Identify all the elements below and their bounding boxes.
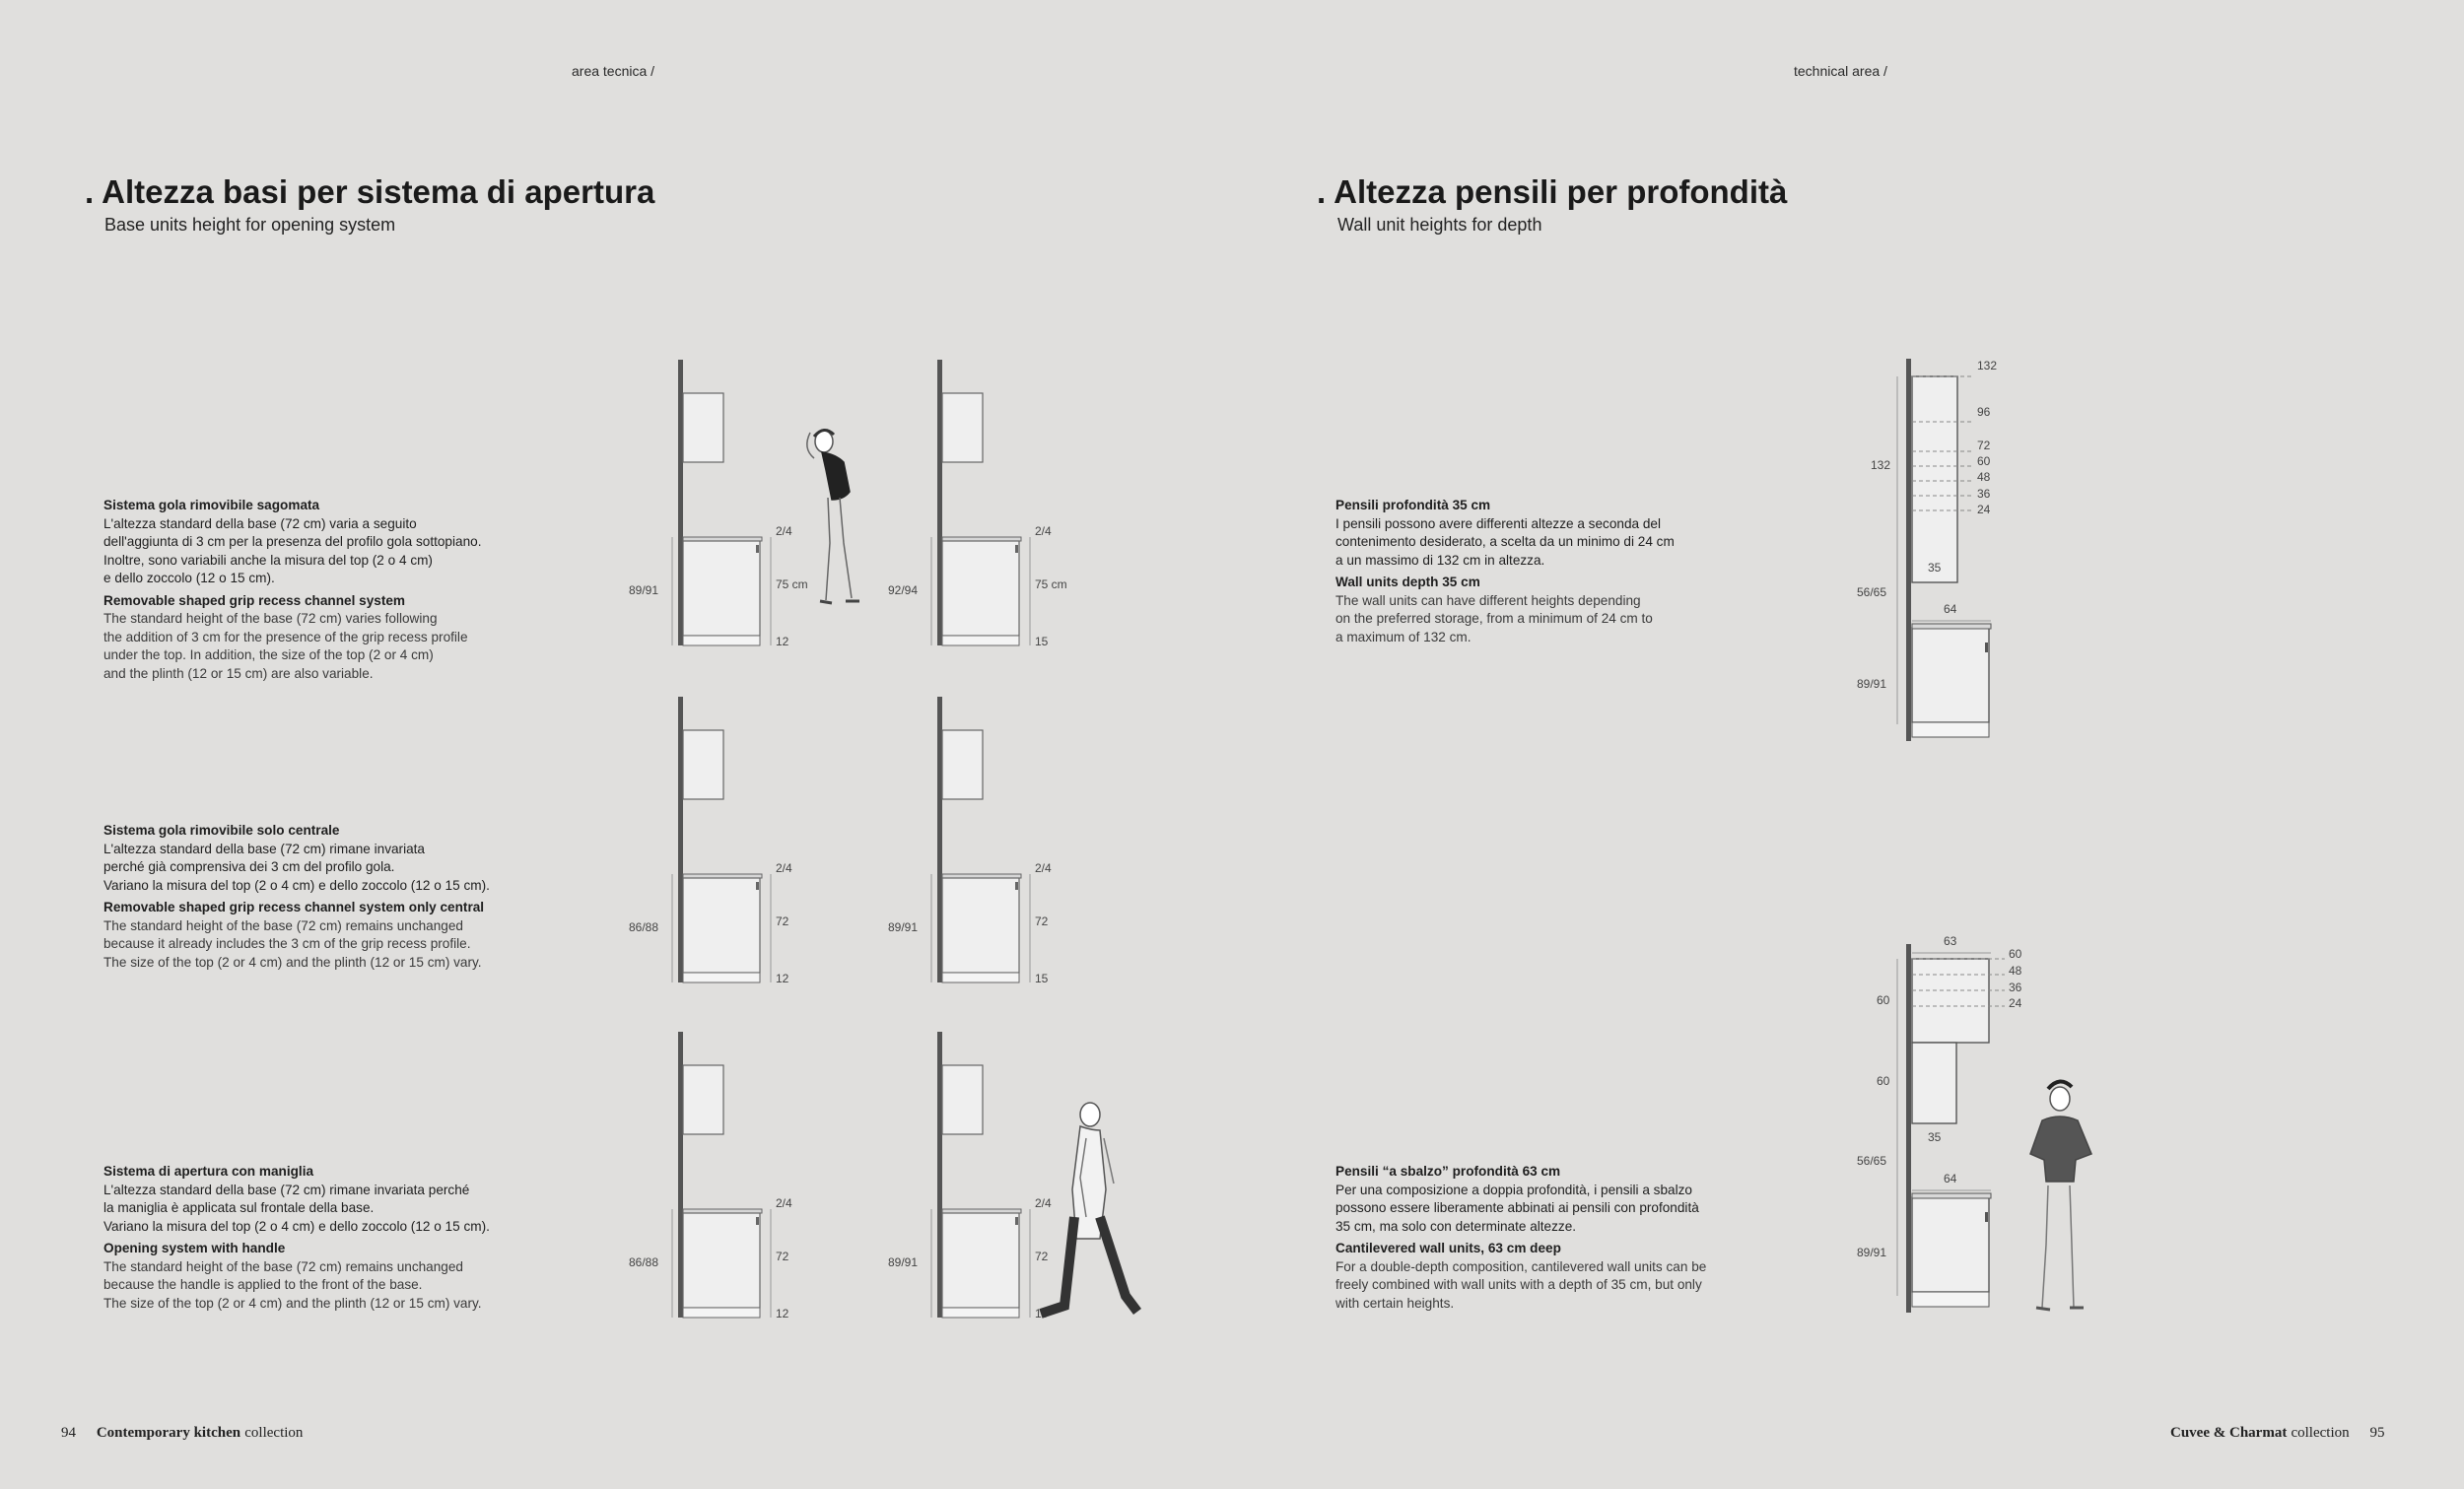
wall-cabinet (683, 1065, 723, 1134)
block-title-en: Opening system with handle (103, 1241, 286, 1255)
block-text-it: L'altezza standard della base (72 cm) rimane invariata perché già comprensiva dei 3 cm del profilo gola. Variano la misura del top (2 o 4 cm) e dello zoccolo (12 o 15 cm). (103, 841, 490, 893)
label-side-upper: 60 (1877, 993, 1890, 1007)
label-plinth: 12 (776, 972, 789, 985)
label-depth-wall: 35 (1928, 561, 1942, 575)
block-title-it: Sistema gola rimovibile solo centrale (103, 823, 340, 838)
block-text-en: The standard height of the base (72 cm) varies following the addition of 3 cm for the presence of the grip recess profile under the top. In addition, the size of the top (2 or 4 cm) and the plinth (12 or 15 cm) are also variable. (103, 611, 468, 681)
grip-profile (756, 545, 759, 553)
block-text-en: The standard height of the base (72 cm) remains unchanged because it already includes the 3 cm of the grip recess profile. The size of the top (2 or 4 cm) and the plinth (12 or 15 cm) vary. (103, 917, 482, 970)
label-base-height: 72 (776, 914, 789, 928)
plinth (942, 636, 1019, 645)
base-cabinet (683, 1213, 760, 1308)
block-text-en: The wall units can have different heights depending on the preferred storage, from a minimum of 24 cm to a maximum of 132 cm. (1335, 592, 1653, 644)
label-base-height: 72 (1035, 914, 1049, 928)
text-block-pensili-sbalzo (1335, 1163, 1799, 1313)
label-total: 92/94 (888, 583, 919, 597)
block-title-en: Wall units depth 35 cm (1335, 575, 1480, 589)
label-base-height: 75 cm (1035, 577, 1067, 591)
base-cabinet (683, 541, 760, 636)
label-plinth: 12 (776, 635, 789, 648)
label-base-height: 75 cm (776, 577, 808, 591)
base-cabinet (942, 541, 1019, 636)
page-number: 95 (2369, 1425, 2385, 1441)
plinth (942, 973, 1019, 982)
label-base-total: 89/91 (1857, 1246, 1887, 1259)
block-title-en: Removable shaped grip recess channel system (103, 592, 405, 608)
wall-line (678, 697, 683, 982)
label-total: 89/91 (888, 920, 919, 934)
label-total: 86/88 (629, 1255, 659, 1269)
text-block-maniglia (103, 1163, 567, 1313)
text-block-gola-centrale (103, 822, 567, 972)
text-block-pensili-35 (1335, 497, 1799, 646)
base-units-diagrams (611, 350, 1202, 1335)
plinth (683, 973, 760, 982)
label-side-lower: 60 (1877, 1074, 1890, 1088)
wall-cabinet (683, 393, 723, 462)
label-h-24: 24 (1977, 503, 1991, 516)
label-top: 2/4 (1035, 861, 1052, 875)
label-side-total: 132 (1871, 458, 1891, 472)
block-text-it: I pensili possono avere differenti altezze a seconda del contenimento desiderato, a scelta da un minimo di 24 cm a un massimo di 132 cm in altezza. (1335, 515, 1675, 568)
page-title-left: . Altezza basi per sistema di apertura (85, 173, 655, 210)
block-text-it: Per una composizione a doppia profondità, i pensili a sbalzo possono essere liberamente abbinati ai pensili con profondità 35 cm, ma solo con determinate altezze. (1335, 1182, 1699, 1234)
block-title-it: Pensili profondità 35 cm (1335, 498, 1491, 512)
page-subtitle-left: Base units height for opening system (104, 215, 396, 235)
wall-line (678, 1032, 683, 1318)
standing-man-figure (2030, 1081, 2091, 1310)
wall-unit-diagram-35 (1857, 359, 1997, 741)
label-plinth: 15 (1035, 635, 1049, 648)
walking-man-figure (1041, 1103, 1137, 1314)
label-top: 2/4 (776, 861, 792, 875)
cabinet-diagram-5 (629, 1032, 792, 1320)
label-h-24: 24 (2009, 996, 2022, 1010)
label-plinth: 12 (776, 1307, 789, 1320)
label-depth-base: 64 (1944, 1172, 1957, 1185)
label-plinth: 15 (1035, 972, 1049, 985)
page-number: 94 (61, 1425, 76, 1441)
label-base-height: 72 (1035, 1250, 1049, 1263)
label-base-height: 72 (776, 1250, 789, 1263)
label-depth-top: 63 (1944, 934, 1957, 948)
label-h-72: 72 (1977, 439, 1991, 452)
cabinet-diagram-4 (888, 697, 1052, 985)
label-h-60: 60 (2009, 947, 2022, 961)
plinth (942, 1308, 1019, 1318)
grip-profile (756, 882, 759, 890)
base-cabinet (942, 1213, 1019, 1308)
page-title-right: . Altezza pensili per profondità (1317, 173, 1788, 210)
block-title-en: Removable shaped grip recess channel system only central (103, 900, 485, 914)
label-h-36: 36 (2009, 981, 2022, 994)
label-top: 2/4 (776, 524, 792, 538)
block-text-en: For a double-depth composition, cantilevered wall units can be freely combined with wall units with a depth of 35 cm, but only with certain heights. (1335, 1258, 1707, 1311)
section-tag-left: area tecnica / (572, 63, 655, 79)
text-block-gola-sagomata (103, 497, 567, 683)
cabinet-diagram-3 (629, 697, 792, 985)
collection-name: Cuvee & Charmat (2170, 1425, 2288, 1441)
label-h-48: 48 (2009, 964, 2022, 978)
label-h-96: 96 (1977, 405, 1991, 419)
label-plinth: 15 (1035, 1307, 1049, 1320)
block-text-en: The standard height of the base (72 cm) remains unchanged because the handle is applied to the front of the base. The size of the top (2 or 4 cm) and the plinth (12 or 15 cm) vary. (103, 1258, 482, 1311)
cabinet-diagram-2 (888, 360, 1067, 648)
label-gap: 56/65 (1857, 585, 1887, 599)
label-depth-wall: 35 (1928, 1130, 1942, 1144)
base-cabinet (942, 878, 1019, 973)
wall-line (678, 360, 683, 645)
cabinet-diagram-1 (629, 360, 808, 648)
label-depth-base: 64 (1944, 602, 1957, 616)
collection-word: collection (2291, 1425, 2350, 1441)
label-total: 89/91 (888, 1255, 919, 1269)
footer-right (2170, 1424, 2384, 1442)
label-total: 86/88 (629, 920, 659, 934)
label-top: 2/4 (1035, 524, 1052, 538)
block-text-it: L'altezza standard della base (72 cm) varia a seguito dell'aggiunta di 3 cm per la presenza del profilo gola sottopiano. Inoltre, sono variabili anche la misura del top (2 o 4 cm) e dello zoccolo (12 o 15 cm). (103, 515, 482, 585)
cabinet-diagram-6 (888, 1032, 1052, 1320)
label-total: 89/91 (629, 583, 659, 597)
label-h-132: 132 (1977, 359, 1998, 372)
wall-units-diagrams (1833, 350, 2129, 1335)
page-subtitle-right: Wall unit heights for depth (1337, 215, 1542, 235)
label-top: 2/4 (776, 1196, 792, 1210)
plinth (683, 1308, 760, 1318)
grip-profile (1015, 1217, 1018, 1225)
label-h-48: 48 (1977, 470, 1991, 484)
grip-profile (1015, 882, 1018, 890)
wall-unit-diagram-63 (1857, 934, 2091, 1313)
block-title-it: Sistema di apertura con maniglia (103, 1164, 314, 1179)
block-title-it: Sistema gola rimovibile sagomata (103, 498, 320, 512)
wall-cabinet (683, 730, 723, 799)
block-title-en: Cantilevered wall units, 63 cm deep (1335, 1241, 1561, 1255)
wall-line (937, 1032, 942, 1318)
collection-name: Contemporary kitchen (96, 1425, 241, 1441)
footer-left (61, 1424, 303, 1442)
wall-line (937, 360, 942, 645)
woman-figure (807, 430, 859, 603)
block-text-it: L'altezza standard della base (72 cm) rimane invariata perché la maniglia è applicata sul frontale della base. Variano la misura del top (2 o 4 cm) e dello zoccolo (12 o 15 cm). (103, 1182, 490, 1234)
block-title-it: Pensili “a sbalzo” profondità 63 cm (1335, 1164, 1561, 1179)
wall-line (937, 697, 942, 982)
grip-profile (756, 1217, 759, 1225)
wall-cabinet (942, 730, 983, 799)
plinth (683, 636, 760, 645)
wall-cabinet (942, 393, 983, 462)
grip-profile (1015, 545, 1018, 553)
section-tag-right: technical area / (1794, 63, 1887, 79)
base-cabinet (683, 878, 760, 973)
label-top: 2/4 (1035, 1196, 1052, 1210)
collection-word: collection (244, 1425, 304, 1441)
label-h-36: 36 (1977, 487, 1991, 501)
wall-cabinet (942, 1065, 983, 1134)
label-base-total: 89/91 (1857, 677, 1887, 691)
label-gap: 56/65 (1857, 1154, 1887, 1168)
label-h-60: 60 (1977, 454, 1991, 468)
